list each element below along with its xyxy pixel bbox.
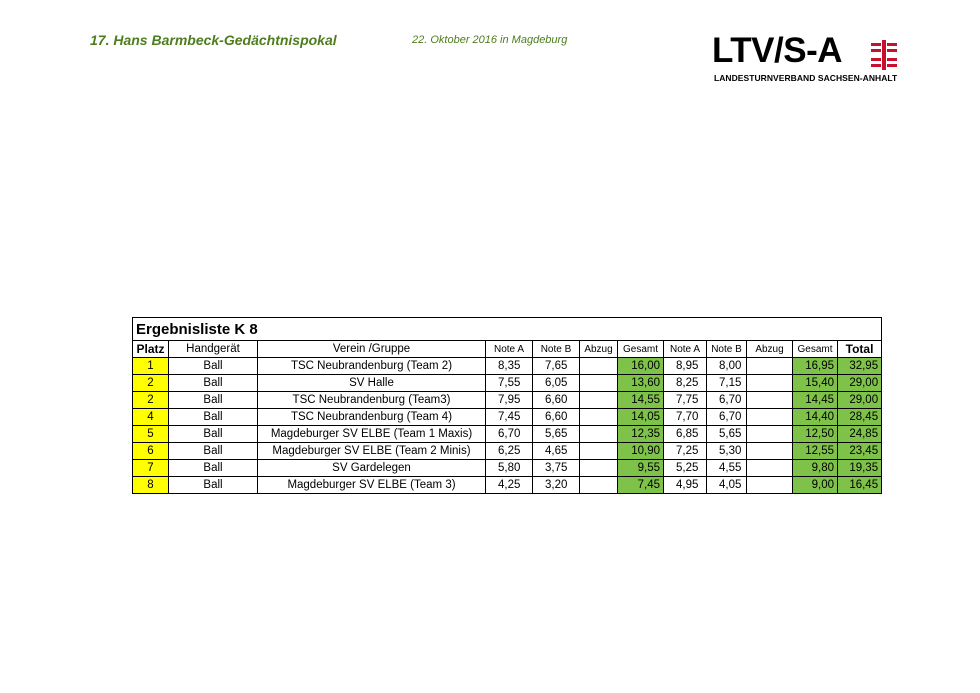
cell-total: 29,00 <box>838 392 882 409</box>
cell-a2: 7,25 <box>664 443 707 460</box>
cell-abzug2 <box>747 409 793 426</box>
cell-verein: SV Halle <box>258 375 486 392</box>
cell-geraet: Ball <box>169 375 258 392</box>
cell-geraet: Ball <box>169 358 258 375</box>
cell-b1: 4,65 <box>533 443 580 460</box>
cell-gesamt2: 14,40 <box>793 409 838 426</box>
logo-subtitle: LANDESTURNVERBAND SACHSEN-ANHALT <box>714 73 898 83</box>
cell-abzug1 <box>580 460 618 477</box>
cell-a1: 6,25 <box>486 443 533 460</box>
cell-b2: 6,70 <box>707 409 747 426</box>
col-header-abzug-2: Abzug <box>747 341 793 358</box>
cell-a1: 7,45 <box>486 409 533 426</box>
cell-verein: SV Gardelegen <box>258 460 486 477</box>
table-header-row <box>133 341 882 358</box>
cell-total: 16,45 <box>838 477 882 494</box>
cell-platz: 1 <box>133 358 169 375</box>
cell-a2: 8,25 <box>664 375 707 392</box>
cell-abzug1 <box>580 358 618 375</box>
col-header-total: Total <box>838 341 882 358</box>
cell-gesamt1: 14,05 <box>618 409 664 426</box>
cell-b1: 6,05 <box>533 375 580 392</box>
table-caption: Ergebnisliste K 8 <box>133 318 882 341</box>
cell-b2: 4,55 <box>707 460 747 477</box>
cell-a2: 4,95 <box>664 477 707 494</box>
col-header-abzug-1: Abzug <box>580 341 618 358</box>
cell-verein: Magdeburger SV ELBE (Team 3) <box>258 477 486 494</box>
cell-geraet: Ball <box>169 392 258 409</box>
cell-platz: 5 <box>133 426 169 443</box>
cell-total: 29,00 <box>838 375 882 392</box>
table-row <box>133 443 882 460</box>
cell-gesamt2: 16,95 <box>793 358 838 375</box>
cell-verein: TSC Neubrandenburg (Team3) <box>258 392 486 409</box>
col-header-platz: Platz <box>133 341 169 358</box>
cell-gesamt2: 9,00 <box>793 477 838 494</box>
table-caption-row <box>133 318 882 341</box>
col-header-gesamt-2: Gesamt <box>793 341 838 358</box>
cell-gesamt2: 12,50 <box>793 426 838 443</box>
table-row <box>133 460 882 477</box>
cell-gesamt2: 14,45 <box>793 392 838 409</box>
cell-abzug2 <box>747 392 793 409</box>
cell-b2: 7,15 <box>707 375 747 392</box>
cell-gesamt1: 13,60 <box>618 375 664 392</box>
cell-abzug2 <box>747 460 793 477</box>
col-header-note-a-2: Note A <box>664 341 707 358</box>
table-row <box>133 477 882 494</box>
cell-abzug2 <box>747 477 793 494</box>
cell-a2: 5,25 <box>664 460 707 477</box>
cell-verein: TSC Neubrandenburg (Team 2) <box>258 358 486 375</box>
cell-verein: TSC Neubrandenburg (Team 4) <box>258 409 486 426</box>
cell-geraet: Ball <box>169 477 258 494</box>
cell-b2: 8,00 <box>707 358 747 375</box>
cell-abzug2 <box>747 375 793 392</box>
cell-gesamt1: 7,45 <box>618 477 664 494</box>
cell-gesamt2: 9,80 <box>793 460 838 477</box>
header-title: 17. Hans Barmbeck-Gedächtnispokal <box>90 32 337 48</box>
results-table <box>132 317 882 494</box>
cell-a1: 8,35 <box>486 358 533 375</box>
cell-b1: 6,60 <box>533 409 580 426</box>
cell-abzug1 <box>580 409 618 426</box>
ltvsa-logo <box>712 31 902 84</box>
table-row <box>133 426 882 443</box>
cell-gesamt1: 10,90 <box>618 443 664 460</box>
cell-gesamt1: 9,55 <box>618 460 664 477</box>
cell-b1: 3,75 <box>533 460 580 477</box>
col-header-note-a-1: Note A <box>486 341 533 358</box>
cell-b2: 6,70 <box>707 392 747 409</box>
cell-b1: 6,60 <box>533 392 580 409</box>
cell-abzug2 <box>747 443 793 460</box>
cell-platz: 6 <box>133 443 169 460</box>
table-row <box>133 358 882 375</box>
cell-abzug2 <box>747 358 793 375</box>
cell-abzug1 <box>580 426 618 443</box>
turner-cross-icon <box>871 40 897 70</box>
cell-gesamt1: 12,35 <box>618 426 664 443</box>
cell-total: 32,95 <box>838 358 882 375</box>
cell-a1: 6,70 <box>486 426 533 443</box>
header-date: 22. Oktober 2016 in Magdeburg <box>412 34 568 46</box>
cell-abzug1 <box>580 477 618 494</box>
logo-text: LTV/S-A <box>712 31 843 70</box>
cell-a1: 5,80 <box>486 460 533 477</box>
cell-abzug2 <box>747 426 793 443</box>
cell-gesamt2: 15,40 <box>793 375 838 392</box>
cell-a2: 7,70 <box>664 409 707 426</box>
table-row <box>133 392 882 409</box>
cell-verein: Magdeburger SV ELBE (Team 1 Maxis) <box>258 426 486 443</box>
col-header-verein: Verein /Gruppe <box>258 341 486 358</box>
cell-abzug1 <box>580 392 618 409</box>
cell-abzug1 <box>580 443 618 460</box>
cell-b2: 5,65 <box>707 426 747 443</box>
cell-geraet: Ball <box>169 443 258 460</box>
cell-b1: 3,20 <box>533 477 580 494</box>
cell-total: 19,35 <box>838 460 882 477</box>
cell-a2: 6,85 <box>664 426 707 443</box>
cell-verein: Magdeburger SV ELBE (Team 2 Minis) <box>258 443 486 460</box>
col-header-gesamt-1: Gesamt <box>618 341 664 358</box>
cell-a2: 8,95 <box>664 358 707 375</box>
table-row <box>133 375 882 392</box>
table-row <box>133 409 882 426</box>
cell-total: 23,45 <box>838 443 882 460</box>
cell-b1: 5,65 <box>533 426 580 443</box>
cell-a1: 7,55 <box>486 375 533 392</box>
cell-b1: 7,65 <box>533 358 580 375</box>
cell-platz: 4 <box>133 409 169 426</box>
cell-geraet: Ball <box>169 409 258 426</box>
cell-platz: 2 <box>133 392 169 409</box>
cell-a1: 7,95 <box>486 392 533 409</box>
cell-platz: 8 <box>133 477 169 494</box>
cell-b2: 5,30 <box>707 443 747 460</box>
col-header-note-b-2: Note B <box>707 341 747 358</box>
col-header-note-b-1: Note B <box>533 341 580 358</box>
cell-total: 28,45 <box>838 409 882 426</box>
cell-platz: 2 <box>133 375 169 392</box>
cell-a2: 7,75 <box>664 392 707 409</box>
cell-a1: 4,25 <box>486 477 533 494</box>
cell-gesamt1: 14,55 <box>618 392 664 409</box>
cell-abzug1 <box>580 375 618 392</box>
cell-geraet: Ball <box>169 426 258 443</box>
cell-platz: 7 <box>133 460 169 477</box>
cell-gesamt2: 12,55 <box>793 443 838 460</box>
col-header-handgeraet: Handgerät <box>169 341 258 358</box>
cell-total: 24,85 <box>838 426 882 443</box>
cell-geraet: Ball <box>169 460 258 477</box>
cell-gesamt1: 16,00 <box>618 358 664 375</box>
cell-b2: 4,05 <box>707 477 747 494</box>
